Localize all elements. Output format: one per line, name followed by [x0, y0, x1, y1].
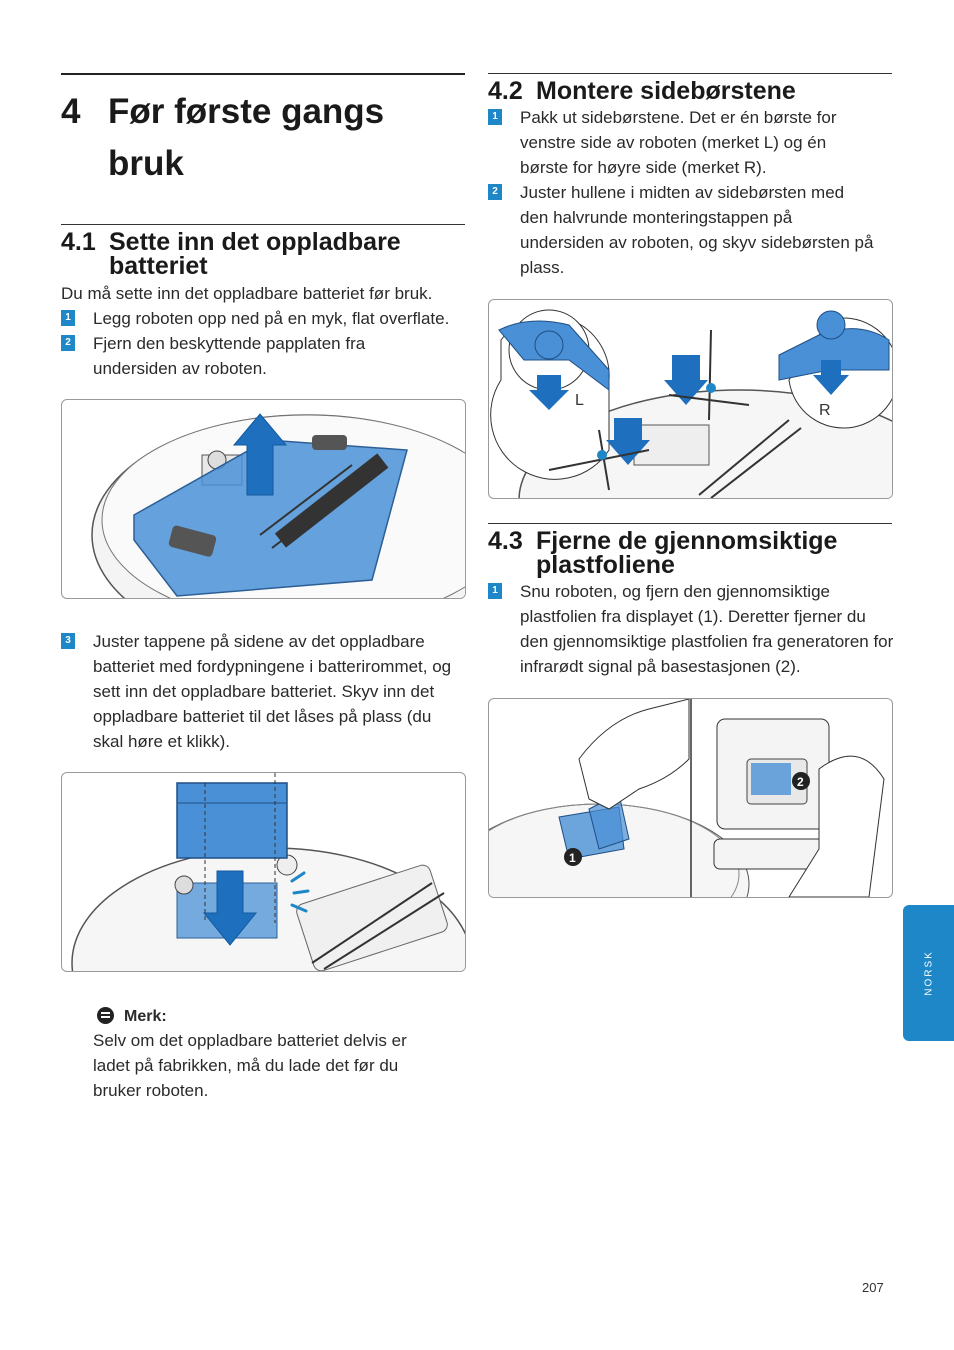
battery-insert-illustration: [62, 773, 465, 971]
language-side-tab: [903, 905, 954, 1041]
remove-films-illustration: [489, 699, 892, 897]
section-title-line2: plastfoliene: [536, 551, 675, 579]
step-text: Fjern den beskyttende papplaten fra undersiden av roboten.: [93, 334, 366, 378]
step-badge: 1: [61, 310, 75, 326]
label-one: 1: [569, 851, 576, 865]
section-4-1-intro: Du må sette inn det oppladbare batteriet før bruk.: [61, 284, 433, 303]
note-text: Selv om det oppladbare batteriet delvis er ladet på fabrikken, må du lade det før du bruker roboten.: [93, 1031, 407, 1100]
section-title: Montere sidebørstene: [536, 77, 796, 105]
figure-remove-cardboard: [61, 399, 466, 599]
note-icon: [97, 1007, 114, 1024]
side-brush-illustration: [489, 300, 892, 498]
chapter-rule: [61, 73, 465, 75]
step-text: Juster hullene i midten av sidebørsten med den halvrunde monteringstappen på undersiden av roboten, og skyv sidebørsten på plass.: [520, 183, 874, 277]
section-4-1-heading: [61, 230, 465, 280]
step-badge: 2: [488, 184, 502, 200]
section-4-1-rule: [61, 224, 465, 225]
figure-remove-films: [488, 698, 893, 898]
language-label: NORSK: [923, 950, 935, 996]
robot-cardboard-illustration: [62, 400, 465, 598]
step-text: Pakk ut sidebørstene. Det er én børste for venstre side av roboten (merket L) og én børste for høyre side (merket R).: [520, 108, 837, 177]
step-badge: 3: [61, 633, 75, 649]
figure-side-brushes: [488, 299, 893, 499]
note-label: Merk:: [124, 1008, 167, 1025]
step-text: Legg roboten opp ned på en myk, flat overflate.: [93, 309, 450, 328]
figure-insert-battery: [61, 772, 466, 972]
section-4-2-rule: [488, 73, 892, 74]
section-number: 4.1: [61, 228, 96, 256]
step-badge: 1: [488, 583, 502, 599]
chapter-number: 4: [61, 92, 81, 131]
section-4-3-heading: [488, 529, 892, 579]
step-text: Snu roboten, og fjern den gjennomsiktige plastfolien fra displayet (1). Deretter fjerner du den gjennomsiktige plastfolien fra generatoren for infrarødt signal på basestasjonen (2).: [520, 582, 894, 676]
section-title-line1: Sette inn det oppladbare: [109, 228, 401, 256]
label-left-brush: L: [575, 392, 584, 409]
section-4-2-heading: [488, 79, 892, 105]
section-4-3-rule: [488, 523, 892, 524]
step-badge: 2: [61, 335, 75, 351]
section-number: 4.3: [488, 527, 523, 555]
step-text: Juster tappene på sidene av det oppladbare batteriet med fordypningene i batterirommet, og sett inn det oppladbare batteriet. Skyv inn det oppladbare batteriet til det låses på plass (du skal høre et klikk).: [93, 632, 452, 751]
step-badge: 1: [488, 109, 502, 125]
chapter-title: Før første gangs bruk: [108, 92, 385, 183]
label-two: 2: [797, 775, 804, 789]
page-number: 207: [862, 1280, 884, 1295]
section-title-line1: Fjerne de gjennomsiktige: [536, 527, 838, 555]
section-number: 4.2: [488, 77, 523, 105]
label-right-brush: R: [819, 402, 831, 419]
section-title-line2: batteriet: [109, 252, 208, 280]
